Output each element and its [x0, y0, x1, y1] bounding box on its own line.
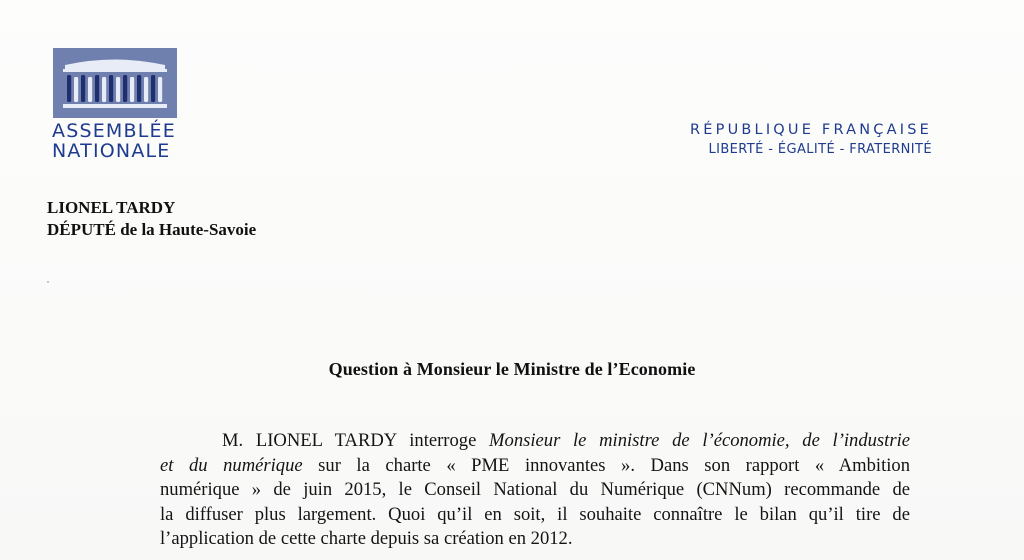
logo-column: [67, 75, 71, 102]
logo-column: [109, 75, 113, 102]
republique-title: RÉPUBLIQUE FRANÇAISE: [690, 122, 932, 138]
logo-column: [144, 77, 148, 102]
logo-column: [88, 77, 92, 102]
logo-column: [130, 77, 134, 102]
logo-column: [95, 75, 99, 102]
body-italic-run: Monsieur le ministre de l’économie, de l’industrie: [489, 430, 910, 451]
logo-column: [74, 77, 78, 102]
deputy-name: LIONEL TARDY: [47, 198, 176, 217]
deputy-title: DÉPUTÉ de la Haute-Savoie: [47, 220, 257, 239]
logo-column: [137, 75, 141, 102]
logo-column: [151, 75, 155, 102]
body-line-4: la diffuser plus largement. Quoi qu’il en soit, il souhaite connaître le bilan qu’il tire de: [160, 503, 910, 525]
body-line-3: numérique » de juin 2015, le Conseil National du Numérique (CNNum) recommande de: [160, 479, 910, 500]
question-title: Question à Monsieur le Ministre de l’Economie: [328, 359, 696, 379]
body-text-run: sur la charte « PME innovantes ». Dans son rapport « Ambition: [302, 454, 910, 476]
logo-column: [102, 77, 106, 102]
speck: [47, 281, 49, 283]
hemicycle-building-icon: [53, 48, 177, 118]
republique-francaise-header: [690, 121, 932, 161]
logo-line-2: NATIONALE: [52, 140, 171, 162]
logo-column: [81, 75, 85, 102]
body-line-5: l’application de cette charte depuis sa création en 2012.: [160, 528, 573, 549]
body-text-run: M. LIONEL TARDY interroge: [222, 430, 490, 451]
question-body: [160, 429, 910, 552]
body-line-2: [160, 454, 910, 479]
logo-column: [158, 77, 162, 102]
body-italic-run: et du numérique: [160, 454, 303, 476]
logo-line-1: ASSEMBLÉE: [52, 120, 176, 142]
body-line-1: [160, 429, 910, 454]
logo-column: [116, 77, 120, 102]
logo-wordmark: [52, 121, 182, 161]
republique-motto: LIBERTÉ - ÉGALITÉ - FRATERNITÉ: [708, 142, 932, 157]
logo-column: [123, 75, 127, 102]
deputy-block: [47, 197, 256, 241]
